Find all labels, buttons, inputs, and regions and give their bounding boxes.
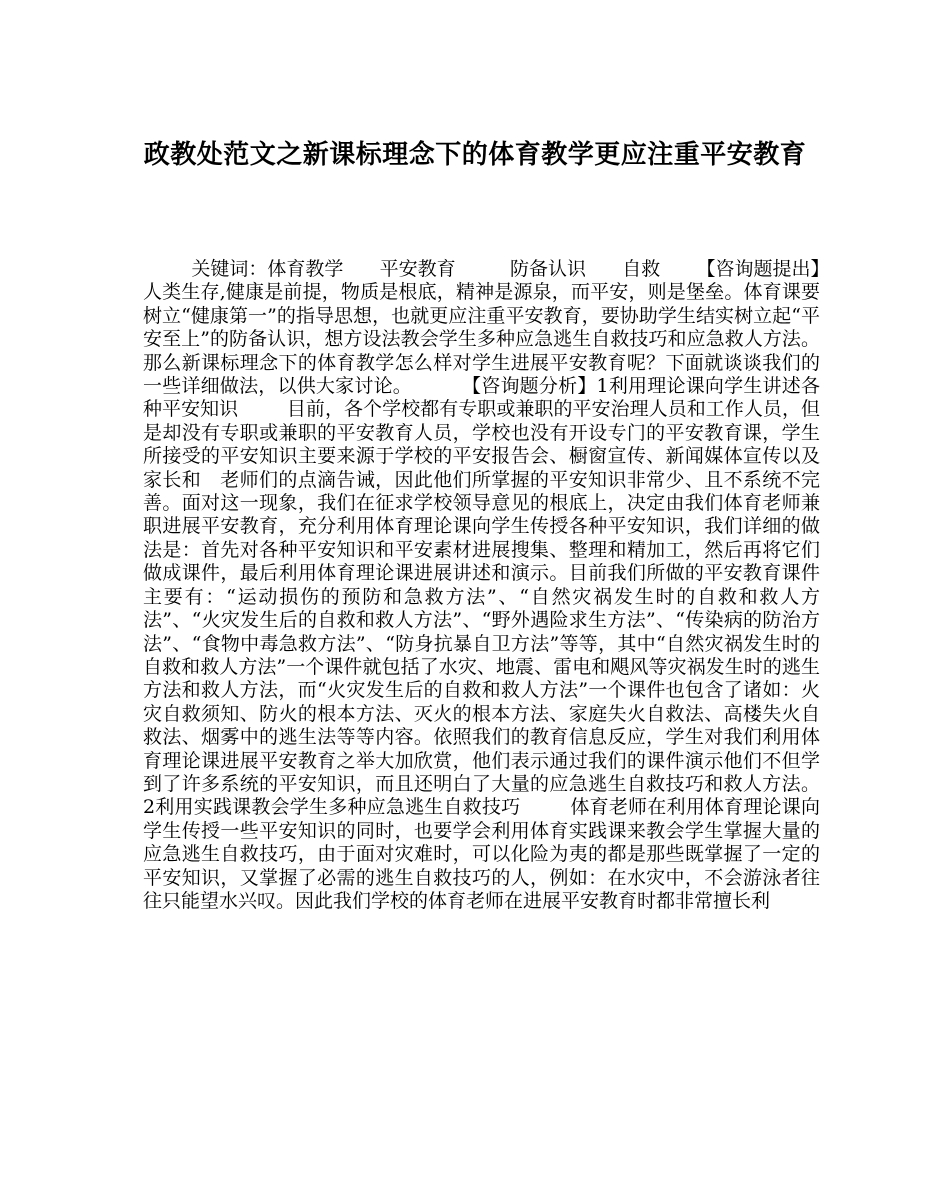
document-title: 政教处范文之新课标理念下的体育教学更应注重平安教育 — [143, 140, 807, 170]
document-body-text: 关键词：体育教学 平安教育 防备认识 自救 【咨询题提出】人类生存,健康是前提，物质是根底，精神是源泉，而平安，则是堡垒。体育课要树立“健康第一”的指导思想，也就更应注重平安教育，要协助学生结实树立起“平安至上”的防备认识，想方设法教会学生多种应急逃生自救技巧和应急救人方法。那么新课标理念下的体育教学怎么样对学生进展平安教育呢？下面就谈谈我们的一些详细做法，以供大家讨论。 【咨询题分析】1利用理论课向学生讲述各种平安知识 目前，各个学校都有专职或兼职的平安治理人员和工作人员，但是却没有专职或兼职的平安教育人员，学校也没有开设专门的平安教育课，学生所接受的平安知识主要来源于学校的平安报告会、橱窗宣传、新闻媒体宣传以及 家长和 老师们的点滴告诫，因此他们所掌握的平安知识非常少、且不系统不完善。面对这一现象，我们在征求学校领导意见的根底上，决定由我们体育老师兼职进展平安教育，充分利用体育理论课向学生传授各种平安知识，我们详细的做法是：首先对各种平安知识和平安素材进展搜集、整理和精加工，然后再将它们做成课件，最后利用体育理论课进展讲述和演示。目前我们所做的平安教育课件主要有：“运动损伤的预防和急救方法”、“自然灾祸发生时的自救和救人方法”、“火灾发生后的自救和救人方法”、“野外遇险求生方法”、“传染病的防治方法”、“食物中毒急救方法”、“防身抗暴自卫方法”等等，其中“自然灾祸发生时的自救和救人方法”一个课件就包括了水灾、地震、雷电和飓风等灾祸发生时的逃生方法和救人方法，而“火灾发生后的自救和救人方法”一个课件也包含了诸如：火灾自救须知、防火的根本方法、灭火的根本方法、家庭失火自救法、高楼失火自救法、烟雾中的逃生法等等内容。依照我们的教育信息反应，学生对我们利用体育理论课进展平安教育之举大加欣赏，他们表示通过我们的课件演示他们不但学到了许多系统的平安知识，而且还明白了大量的应急逃生自救技巧和救人方法。 2利用实践课教会学生多种应急逃生自救技巧 体育老师在利用体育理论课向学生传授一些平安知识的同时，也要学会利用体育实践课来教会学生掌握大量的应急逃生自救技巧，由于面对灾难时，可以化险为夷的都是那些既掌握了一定的平安知识，又掌握了必需的逃生自救技巧的人，例如：在水灾中，不会游泳者往往只能望水兴叹。因此我们学校的体育老师在进展平安教育时都非常擅长利 — [143, 258, 869, 912]
